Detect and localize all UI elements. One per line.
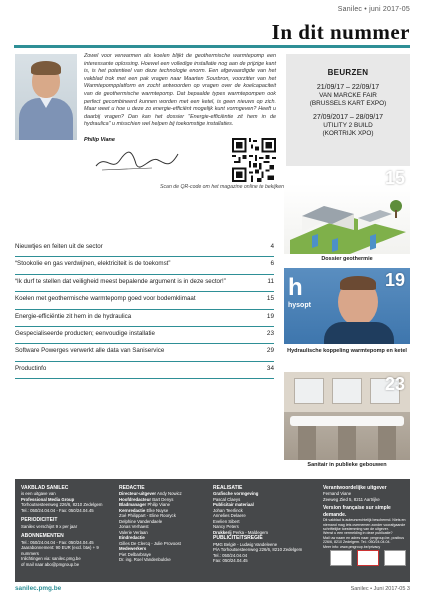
colophon-line: Tel.: 050/24.04.04 - Fax: 050/24.04.45 [21, 507, 94, 513]
colophon-col-redactie [119, 485, 207, 563]
colophon-line: Piet Delbarbraye [119, 551, 152, 557]
wall-panel [378, 426, 396, 460]
toc-row[interactable] [15, 240, 274, 257]
colophon-line: of mail naar abo@pmgroup.be [21, 561, 80, 567]
footer-page-number: Sanilec • Juni 2017-05 3 [350, 586, 410, 592]
reset-press-logo-icon [357, 550, 379, 566]
toc-page: 6 [270, 260, 274, 268]
toc-title: Gespecialiseerde producten; eenvoudige installatie [15, 329, 155, 337]
website-link[interactable]: sanilec.pmg.be [15, 585, 62, 592]
fair-name: VAN MARCKE FAIR [319, 91, 377, 99]
page-title: In dit nummer [271, 20, 410, 44]
wall-panel [298, 426, 316, 460]
toc-page: 15 [266, 295, 274, 303]
fair-event [286, 114, 410, 137]
toc-title: “Ik durf te stellen dat veiligheid meest bepalende argument is in deze sector!” [15, 277, 226, 285]
colophon-line: Medewerkers [119, 546, 147, 552]
colophon-line: Pascal Claeys [213, 496, 241, 502]
colophon-line: is een uitgave van [21, 491, 56, 497]
colophon-col-realisatie [213, 485, 317, 564]
toc-page: 23 [266, 329, 274, 337]
wall-panel [338, 426, 356, 460]
toc-row[interactable] [15, 362, 274, 379]
colophon [15, 479, 410, 582]
photo-hair [31, 61, 61, 75]
mirror [294, 378, 324, 404]
vakblad-heading: VAKBLAD SANILEC [21, 485, 69, 491]
regie-heading: PUBLICITEITSREGIE [213, 535, 263, 542]
colophon-line: Drukkerij Perka - Maldegem [213, 529, 268, 535]
thumb-hydraulica[interactable] [284, 268, 410, 344]
thumb-geothermie[interactable] [284, 166, 410, 254]
person-hair [340, 276, 376, 290]
toc-row[interactable] [15, 310, 274, 327]
hysopt-logo-text: hysopt [288, 302, 311, 309]
colophon-line: Zoé Philippart - Eline Rooryck [119, 513, 176, 519]
colophon-line: Kernredactie Elke Nuyse [119, 507, 169, 513]
fairs-title: BEURZEN [327, 68, 369, 77]
toc-title: “Stookolie en gas verdwijnen, elektriciteit is de toekomst” [15, 260, 171, 268]
publisher-logos [330, 550, 406, 566]
colophon-line: Wenst u een vermelding in deze publicatie? [323, 531, 393, 536]
thumb-caption: Hydraulische koppeling warmtepomp en ketel [287, 348, 407, 354]
colophon-line: Mail uw naam en adres naar: pmgroup.be, postbus 226/6, 8210 Zedelgem. Tel.: 050/24.04.04. [323, 535, 405, 545]
toc-page: 29 [266, 347, 274, 355]
colophon-line: PMG België - Ludwig Vandeleene [213, 541, 278, 547]
fair-dates: 21/09/17 – 22/09/17 [316, 84, 380, 91]
editor-photo [15, 54, 77, 140]
fair-place: (BRUSSELS KART EXPO) [309, 99, 387, 107]
colophon-line: Hoofdredacteur Bart Denys [119, 496, 174, 502]
thumb-page-number: 19 [384, 270, 405, 290]
toc-row[interactable] [15, 292, 274, 309]
colophon-line: Professional Media Group [21, 496, 75, 502]
handwritten-signature [92, 146, 182, 176]
colophon-line: Sanilec verschijnt 9 x per jaar [21, 523, 78, 529]
colophon-line: Fax: 050/24.04.45 [213, 558, 248, 564]
sink-counter [290, 416, 404, 426]
periodiciteit-heading: PERIODICITEIT [21, 517, 58, 524]
thumb-page-number: 23 [384, 374, 405, 394]
colophon-line: Grafische vormgeving [213, 491, 259, 497]
colophon-line: Fernand Viane [323, 491, 352, 497]
colophon-line: Eindredactie [119, 535, 145, 541]
colophon-line: Gilles De Clercq - Julie Provoost [119, 540, 181, 546]
colophon-line: Publicitair materiaal [213, 502, 254, 508]
uitgever-heading: Verantwoordelijke uitgever [323, 485, 387, 491]
colophon-col-uitgever [323, 485, 407, 549]
header-meta: Sanilec • juni 2017-05 [337, 6, 410, 13]
toc-title: Software Powerges verwerkt alle data van Saniservice [15, 347, 165, 355]
colophon-line: Dr. ing. Roel Vandenbulcke [119, 557, 171, 563]
thumb-caption: Sanitair in publieke gebouwen [307, 462, 387, 468]
hysopt-logo: h hysopt [288, 274, 328, 326]
colophon-line: Evelien Sibert [213, 518, 240, 524]
toc-title: Koelen met geothermische warmtepomp goed voor bodemklimaat [15, 295, 196, 303]
colophon-line: Meer info: www.pmgroup.be/privacy [323, 544, 381, 549]
abonnementen-heading: ABONNEMENTEN [21, 533, 64, 540]
fair-place: (KORTRIJK XPO) [322, 129, 374, 137]
toc-page: 19 [266, 312, 274, 320]
thumb-page-number: 15 [384, 168, 405, 188]
toc-page: 34 [266, 364, 274, 372]
toc-row[interactable] [15, 344, 274, 361]
colophon-line: Zeeweg Zied 5, 8211 Aartrijke [323, 496, 380, 502]
toc-page: 4 [270, 243, 274, 250]
colophon-line: Bladmanager Philip Viane [119, 502, 171, 508]
toc-row[interactable] [15, 275, 274, 292]
colophon-line: Jonas Verhaest [119, 524, 149, 530]
person-shirt [324, 322, 394, 344]
colophon-line: Dit vakblad is auteursrechtelijk beschermd. Niets en niemand mag iets overnemen zonder voorafgaande schriftelijke toestemming van de uitgever. [323, 518, 406, 532]
colophon-line: Tel.: 050/24.04.04 [213, 552, 248, 558]
fair-event [286, 84, 410, 107]
colophon-line: Tel.: 050/24.04.04 - Fax: 050/24.04.45 [21, 539, 94, 545]
french-version-heading: Version française sur simple demande. [323, 505, 391, 518]
cm-logo-icon [330, 550, 352, 566]
fair-dates: 27/09/2017 – 28/09/17 [312, 114, 384, 122]
colophon-line: Jaarabonnement: 90 EUR (excl. btw) + 9 nummers [21, 545, 99, 556]
table-of-contents [15, 240, 274, 379]
mirror [332, 378, 362, 404]
toc-page: 11 [267, 277, 274, 285]
colophon-line: Johan Teerlinck [213, 507, 243, 513]
colophon-line: Torhoutsesteenweg 226/6, 8210 Zedelgem [21, 502, 103, 508]
header-rule [14, 45, 410, 48]
toc-row[interactable] [15, 327, 274, 344]
realisatie-heading: REALISATIE [213, 485, 243, 491]
colophon-line: Annelies Delaere [213, 513, 246, 519]
toc-title: Energie-efficiëntie zit hem in de hydraulica [15, 312, 132, 320]
redactie-heading: REDACTIE [119, 485, 145, 491]
colophon-line: Directeur-uitgever Andy Nowicz [119, 491, 182, 497]
toc-title: Nieuwtjes en feiten uit de sector [15, 243, 103, 250]
colophon-line: Inlichtingen via: sanilec.pmg.be [21, 556, 81, 562]
thumb-sanitair[interactable] [284, 372, 410, 460]
colophon-col-publisher [21, 485, 113, 567]
colophon-line: Valerie Verlaan [119, 529, 148, 535]
toc-title: Productinfo [15, 364, 47, 372]
colophon-line: Nancy Peters [213, 524, 239, 530]
colophon-line: Delphine Vandendaele [119, 518, 163, 524]
toc-row[interactable] [15, 257, 274, 274]
editorial-intro: Zowel voor verwarmen als koelen blijkt de geothermische warmtepomp een interessante oplossing. Hoewel een volledige installatie nog aan de prijzige kant is, is het potentieel van deze technologie enorm. Een afgevaardigde van het vakblad trok met een pak vragen naar Maarten Sourbron, voorzitter van het Warmtepompplatform en zocht antwoorden op vragen over de koelcapaciteit van de geothermische warmtepomp. Dat bepaalde types warmtepompen ook perfect gecombineerd kunnen worden met een ketel, is geen nieuws op zich. Maar weet u hoe u deze zo energie-efficiënt mogelijk kunt vormgeven? Heeft u daarbij vragen? Dan kan het dossier "Energie-efficiëntie zit hem in de hydraulica" u misschien wel helpen bij toekomstige installaties. [84, 53, 276, 128]
fair-name: UTILITY 2 BUILD [323, 122, 373, 130]
editorial-signature-name: Philip Viane [84, 137, 115, 143]
qr-code[interactable] [232, 138, 276, 182]
thumb-caption: Dossier geothermie [321, 256, 373, 262]
qr-caption: Scan de QR-code om het magazine online te bekijken [160, 184, 284, 190]
colophon-line: P/A Torhoutsesteenweg 226/6, 8210 Zedelgem [213, 547, 303, 553]
cim-logo-icon [384, 550, 406, 566]
